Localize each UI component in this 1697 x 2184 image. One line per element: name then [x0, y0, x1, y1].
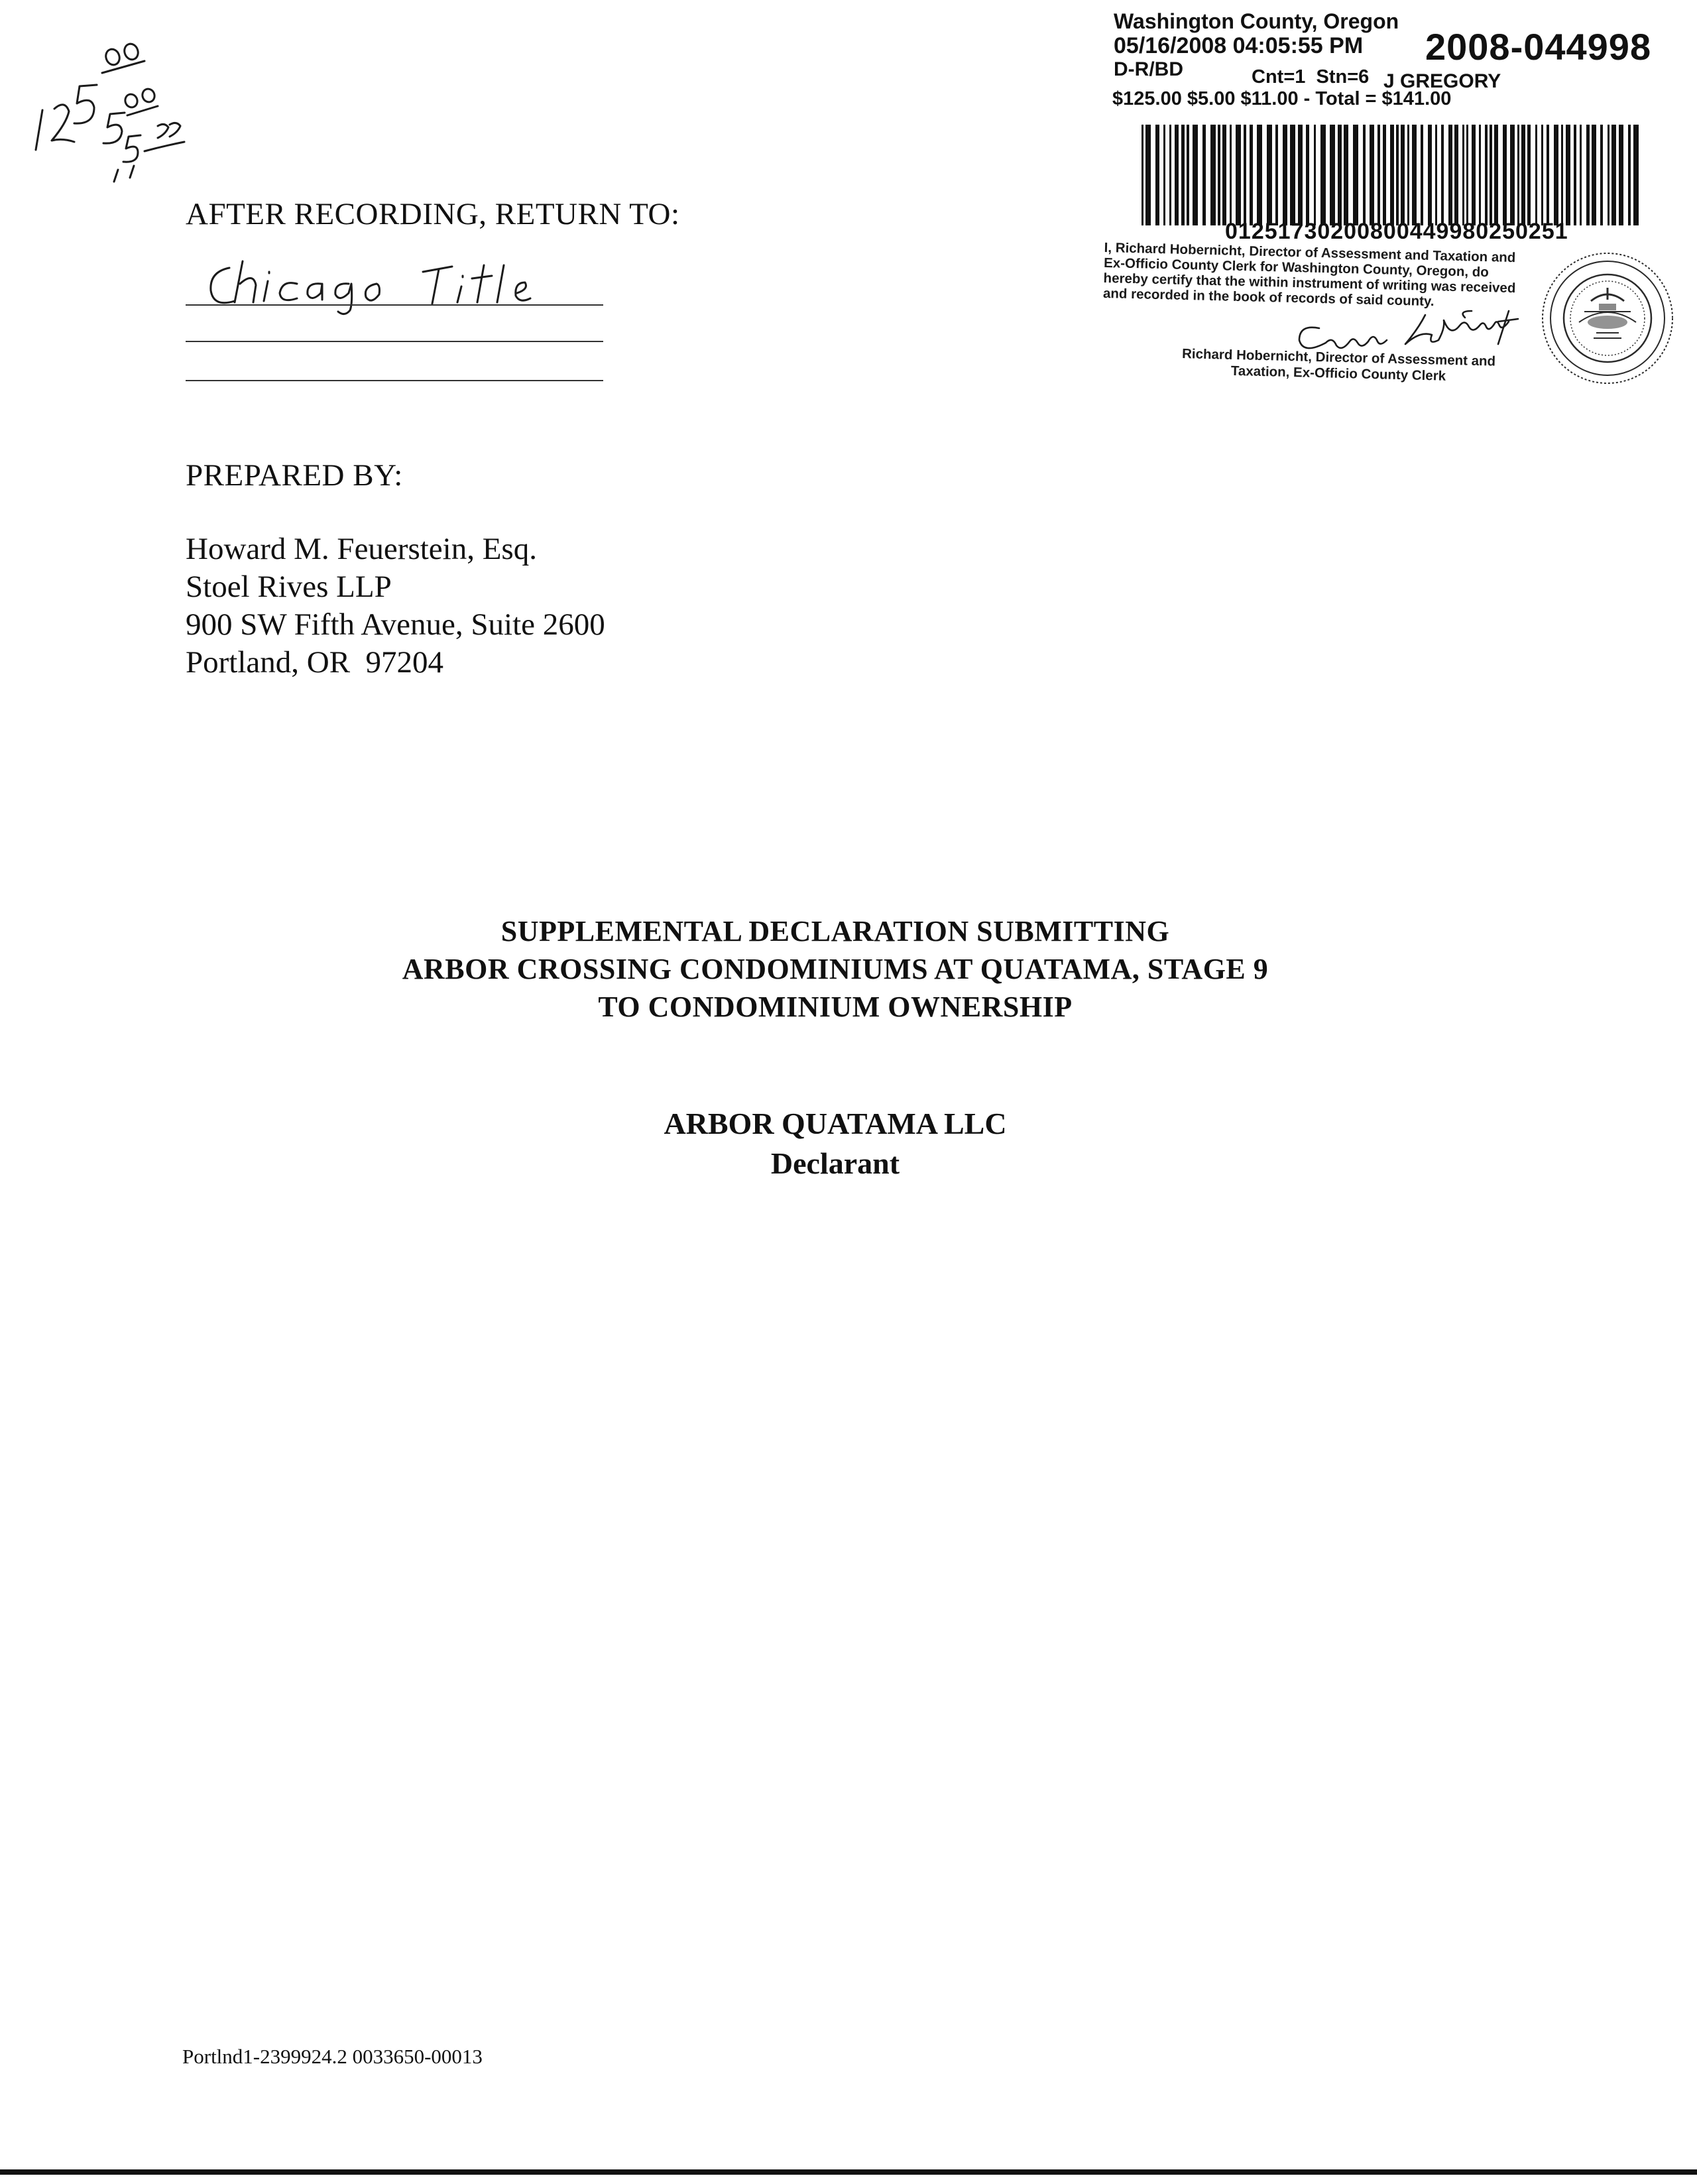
barcode-graphic [1141, 125, 1640, 225]
barcode-bar [1521, 125, 1525, 225]
barcode-bar [1592, 125, 1596, 225]
stamp-count: Cnt=1 [1252, 66, 1306, 88]
barcode-bar [1383, 125, 1386, 225]
barcode-bar [1472, 125, 1476, 225]
barcode-bar [1490, 125, 1492, 225]
barcode-bar [1145, 125, 1151, 225]
barcode-bar [1580, 125, 1582, 225]
barcode-bar [1574, 125, 1576, 225]
barcode-bar [1517, 125, 1519, 225]
barcode-bar [1527, 125, 1531, 225]
barcode-bar [1306, 125, 1309, 225]
clerk-name-line2: Taxation, Ex-Officio County Clerk [1230, 363, 1446, 384]
barcode-bar [1344, 125, 1348, 225]
barcode-bar [1298, 125, 1303, 225]
stamp-count-station [1252, 66, 1369, 88]
barcode-bar [1586, 125, 1590, 225]
barcode-bar [1554, 125, 1558, 225]
barcode-bar [1155, 125, 1159, 225]
barcode-bar [1454, 125, 1458, 225]
barcode-bar [1390, 125, 1394, 225]
barcode-bar [1353, 125, 1358, 225]
barcode-bar [1541, 125, 1543, 225]
return-to-label: AFTER RECORDING, RETURN TO: [186, 197, 680, 231]
title-line-3: TO CONDOMINIUM OWNERSHIP [598, 991, 1073, 1023]
barcode-bar [1141, 125, 1143, 225]
barcode-bar [1377, 125, 1380, 225]
barcode-bar [1633, 125, 1639, 225]
barcode-bar [1448, 125, 1452, 225]
declarant-block [0, 1104, 1670, 1183]
barcode-bar [1619, 125, 1623, 225]
barcode-bar [1535, 125, 1537, 225]
document-number: 2008-044998 [1425, 26, 1652, 68]
barcode-bar [1412, 125, 1417, 225]
stamp-clerk: J GREGORY [1383, 70, 1501, 92]
barcode-bar [1407, 125, 1409, 225]
document-title [0, 912, 1670, 1026]
barcode-bar [1314, 125, 1316, 225]
barcode-bar [1210, 125, 1216, 225]
county-seal-icon [1538, 248, 1677, 389]
barcode-bar [1244, 125, 1246, 225]
barcode-bar [1466, 125, 1468, 225]
barcode-bar [1611, 125, 1616, 225]
stamp-datetime: 05/16/2008 04:05:55 PM [1114, 33, 1364, 58]
barcode-bar [1222, 125, 1226, 225]
barcode-bar [1236, 125, 1241, 225]
barcode-bar [1503, 125, 1507, 225]
barcode-bar [1561, 125, 1563, 225]
clerk-name-line1: Richard Hobernicht, Director of Assessment and [1181, 346, 1496, 369]
barcode-bar [1494, 125, 1498, 225]
barcode-bar [1441, 125, 1444, 225]
stamp-fees: $125.00 $5.00 $11.00 - Total = $141.00 [1112, 88, 1452, 109]
barcode-bar [1338, 125, 1342, 225]
declarant-name: ARBOR QUATAMA LLC [664, 1107, 1007, 1140]
barcode-bar [1267, 125, 1272, 225]
barcode-bar [1370, 125, 1374, 225]
preparer-street: 900 SW Fifth Avenue, Suite 2600 [186, 607, 605, 642]
preparer-address [186, 530, 605, 682]
certification-text: I, Richard Hobernicht, Director of Assessment and Taxation and Ex-Officio County Clerk for Washington County, Oregon, do hereby certify that the within instrument of writing was received and recorded in the book of records of said county. [1102, 240, 1516, 310]
barcode-bar [1187, 125, 1189, 225]
barcode-bar [1230, 125, 1232, 225]
barcode-bar [1363, 125, 1366, 225]
barcode-bar [1250, 125, 1253, 225]
barcode-bar [1163, 125, 1165, 225]
preparer-name: Howard M. Feuerstein, Esq. [186, 532, 537, 566]
barcode-bar [1485, 125, 1488, 225]
barcode-bar [1169, 125, 1171, 225]
stamp-doc-type: D-R/BD [1114, 58, 1183, 80]
barcode-number: 01251730200800449980250251 [1225, 219, 1568, 244]
return-to-line-3 [186, 380, 603, 381]
barcode-bar [1330, 125, 1335, 225]
handwritten-fee-notes [28, 37, 266, 183]
barcode-bar [1435, 125, 1437, 225]
stamp-station: Stn=6 [1316, 66, 1370, 88]
barcode-bar [1320, 125, 1326, 225]
barcode-bar [1396, 125, 1399, 225]
barcode-bar [1202, 125, 1206, 225]
barcode-bar [1290, 125, 1295, 225]
barcode-bar [1421, 125, 1423, 225]
barcode-bar [1547, 125, 1549, 225]
barcode-bar [1428, 125, 1432, 225]
barcode-bar [1401, 125, 1405, 225]
scan-bottom-edge [0, 2169, 1697, 2175]
barcode-bar [1193, 125, 1198, 225]
barcode-bar [1181, 125, 1185, 225]
barcode-bar [1462, 125, 1464, 225]
barcode-bar [1218, 125, 1220, 225]
return-to-name [199, 252, 570, 318]
barcode-bar [1600, 125, 1603, 225]
prepared-by-label: PREPARED BY: [186, 458, 403, 493]
barcode-bar [1510, 125, 1515, 225]
preparer-city: Portland, OR 97204 [186, 645, 444, 680]
barcode-bar [1283, 125, 1287, 225]
barcode-bar [1628, 125, 1631, 225]
barcode-bar [1479, 125, 1481, 225]
footer-doc-id: Portlnd1-2399924.2 0033650-00013 [182, 2045, 483, 2068]
return-to-line-2 [186, 341, 603, 342]
stamp-county: Washington County, Oregon [1114, 9, 1399, 33]
barcode-bar [1608, 125, 1609, 225]
barcode-bar [1275, 125, 1278, 225]
title-line-2: ARBOR CROSSING CONDOMINIUMS AT QUATAMA, STAGE 9 [402, 953, 1269, 985]
barcode-bar [1566, 125, 1570, 225]
title-line-1: SUPPLEMENTAL DECLARATION SUBMITTING [500, 915, 1170, 947]
barcode-bar [1257, 125, 1262, 225]
preparer-firm: Stoel Rives LLP [186, 570, 392, 604]
declarant-role: Declarant [770, 1146, 900, 1180]
return-to-line-1 [186, 304, 603, 306]
barcode-bar [1175, 125, 1179, 225]
